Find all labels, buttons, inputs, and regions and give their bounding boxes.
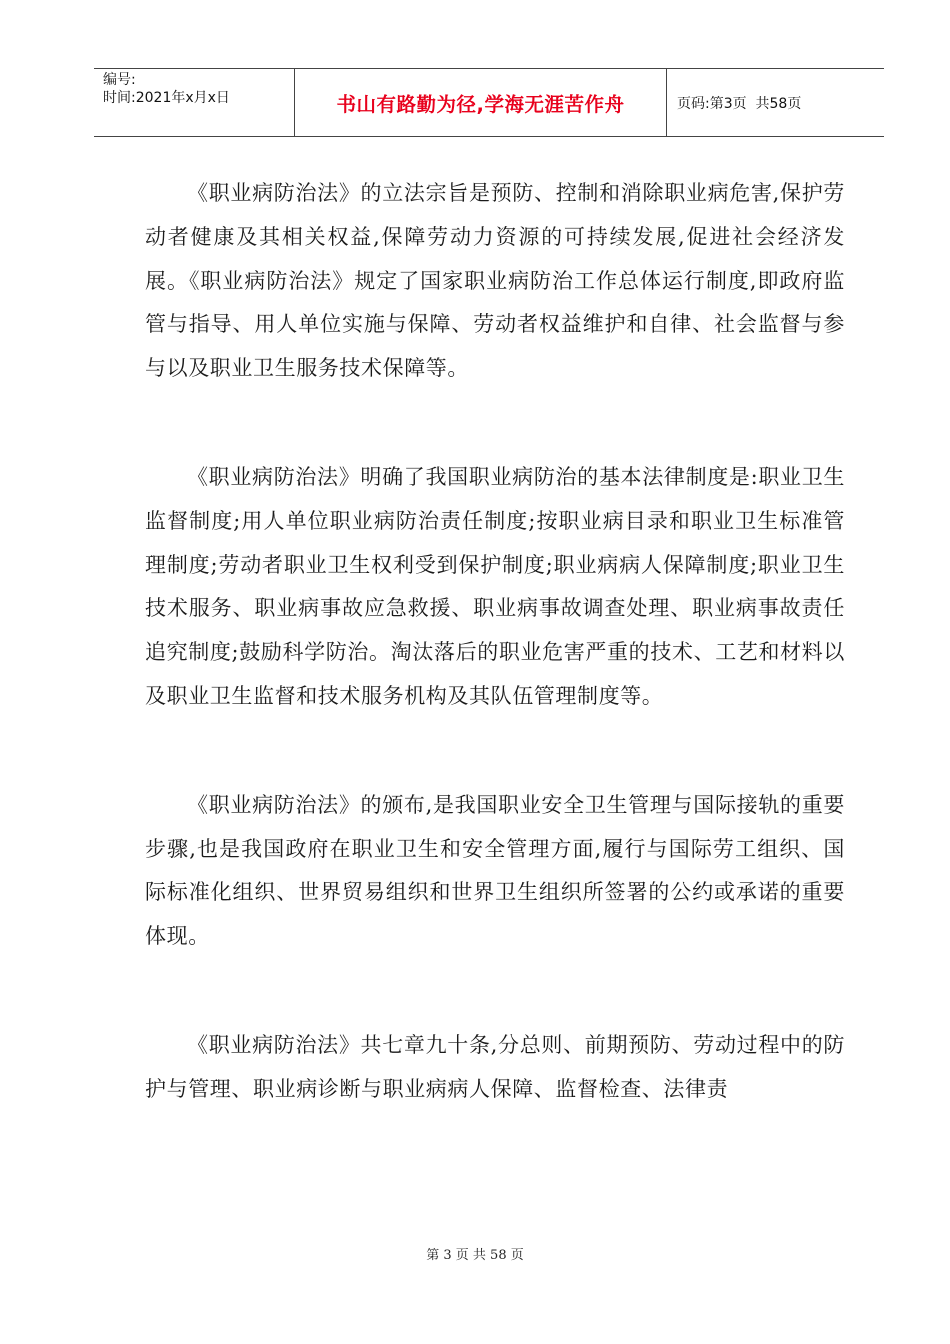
header-page-cell [667,69,884,136]
page-footer: 第 3 页 共 58 页 [426,1248,524,1263]
header-motto: 书山有路勤为径,学海无涯苦作舟 [336,92,625,116]
document-number-label: 编号: [103,72,136,88]
header-meta [94,69,295,136]
paragraph-legal-systems: 《职业病防治法》明确了我国职业病防治的基本法律制度是:职业卫生监督制度;用人单位职业病防治责任制度;按职业病目录和职业卫生标准管理制度;劳动者职业卫生权利受到保护制度;职业病病人保障制度;职业卫生技术服务、职业病事故应急救援、职业病事故调查处理、职业病事故责任追究制度;鼓励科学防治。淘汰落后的职业危害严重的技术、工艺和材料以及职业卫生监督和技术服务机构及其队伍管理制度等。 [145,464,845,708]
document-header [94,68,884,137]
paragraph-structure: 《职业病防治法》共七章九十条,分总则、前期预防、劳动过程中的防护与管理、职业病诊断与职业病病人保障、监督检查、法律责 [145,1032,845,1101]
header-page-info: 页码:第3页 共58页 [677,95,802,112]
document-body [145,172,845,1112]
document-time-label: 时间:2021年x月x日 [103,90,230,106]
paragraph-purpose: 《职业病防治法》的立法宗旨是预防、控制和消除职业病危害,保护劳动者健康及其相关权益,保障劳动力资源的可持续发展,促进社会经济发展。《职业病防治法》规定了国家职业病防治工作总体运行制度,即政府监管与指导、用人单位实施与保障、劳动者权益维护和自律、社会监督与参与以及职业卫生服务技术保障等。 [145,181,845,381]
header-motto-cell [295,69,667,136]
paragraph-international: 《职业病防治法》的颁布,是我国职业安全卫生管理与国际接轨的重要步骤,也是我国政府在职业卫生和安全管理方面,履行与国际劳工组织、国际标准化组织、世界贸易组织和世界卫生组织所签署的公约或承诺的重要体现。 [145,792,845,949]
